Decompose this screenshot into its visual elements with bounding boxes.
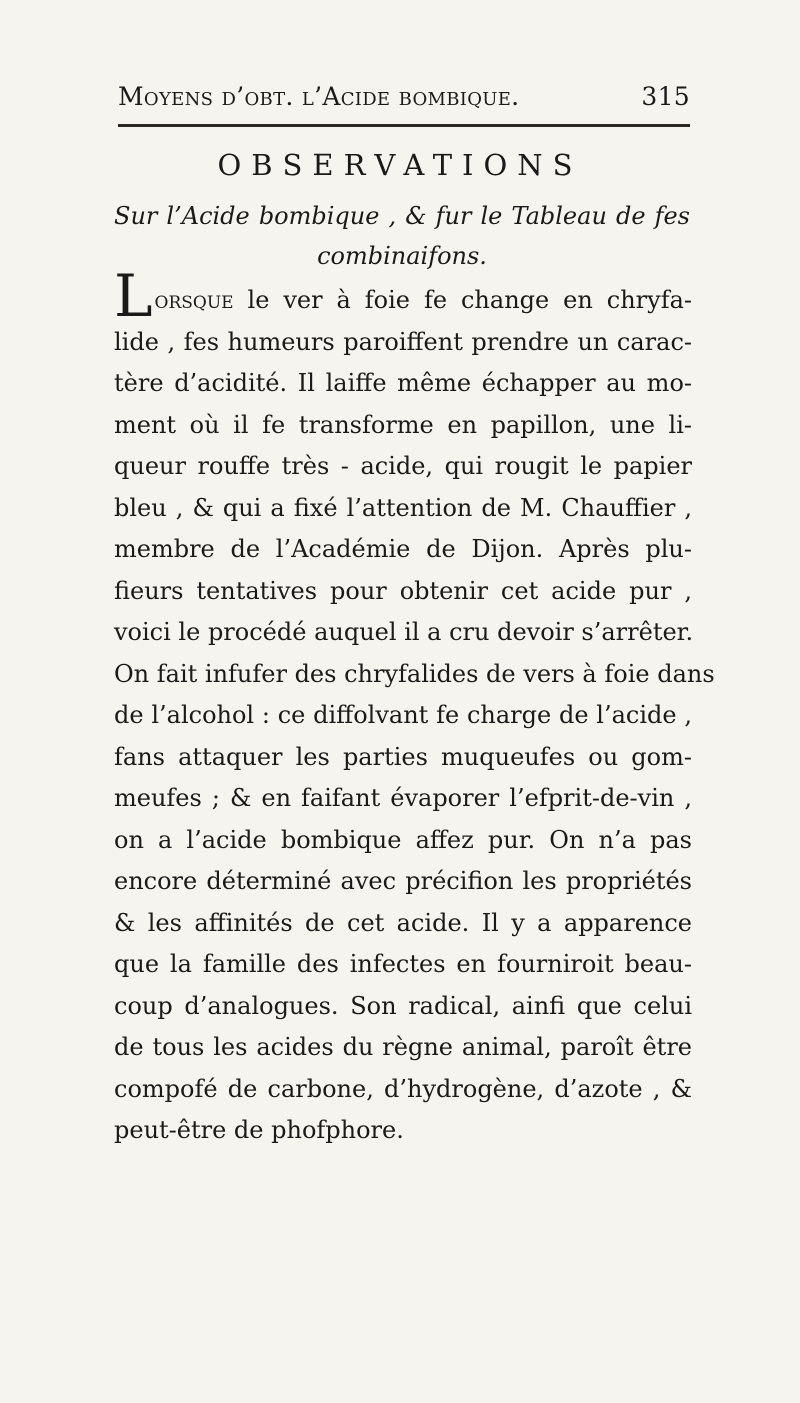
body-line: bleu , & qui a fixé l’attention de M. Chauffier ,	[114, 493, 692, 522]
opening-word: orsque	[154, 286, 234, 314]
section-title: OBSERVATIONS	[217, 148, 583, 182]
body-line: encore déterminé avec précifion les propriétés	[114, 867, 692, 895]
body-line-text: le ver à foie fe change en chryfa-	[233, 286, 692, 314]
running-head-title: Moyens d’obt. l’Acide bombique.	[118, 82, 520, 111]
body-line: On fait infufer des chryfalides de vers à foie dans	[114, 659, 715, 688]
body-line: membre de l’Académie de Dijon. Après plu-	[114, 535, 692, 563]
header-rule	[118, 124, 690, 127]
body-line: & les affinités de cet acide. Il y a apparence	[114, 908, 692, 937]
body-line: compofé de carbone, d’hydrogène, d’azote , &	[114, 1074, 692, 1103]
running-head	[118, 82, 690, 111]
body-line: de tous les acides du règne animal, paroît être	[114, 1033, 692, 1061]
body-line: queur rouffe très - acide, qui rougit le papier	[114, 452, 692, 480]
body-line: tère d’acidité. Il laiffe même échapper au mo-	[114, 369, 692, 397]
section-subtitle	[114, 196, 690, 276]
body-line: voici le procédé auquel il a cru devoir s’arrêter.	[114, 618, 694, 646]
subtitle-line-2: combinaifons.	[317, 242, 487, 270]
subtitle-line-1: Sur l’Acide bombique , & fur le Tableau de fes	[114, 202, 690, 230]
body-line: ment où il fe transforme en papillon, une li-	[114, 410, 692, 439]
body-line	[114, 262, 692, 330]
page-number: 315	[641, 82, 690, 111]
body-line: coup d’analogues. Son radical, ainfi que celui	[114, 991, 692, 1020]
drop-cap: L	[114, 262, 153, 330]
body-line: de l’alcohol : ce diffolvant fe charge de l’acide ,	[114, 701, 692, 729]
body-line: lide , fes humeurs paroiffent prendre un carac-	[114, 327, 692, 356]
body-paragraph	[114, 262, 715, 1152]
body-line: on a l’acide bombique affez pur. On n’a pas	[114, 825, 692, 854]
body-line: fans attaquer les parties muqueufes ou gom-	[114, 742, 692, 771]
body-line: meufes ; & en faifant évaporer l’efprit-de-vin ,	[114, 784, 692, 812]
body-line: peut-être de phofphore.	[114, 1116, 404, 1144]
body-line: que la famille des infectes en fourniroit beau-	[114, 950, 692, 978]
body-line: fieurs tentatives pour obtenir cet acide pur ,	[114, 576, 692, 605]
